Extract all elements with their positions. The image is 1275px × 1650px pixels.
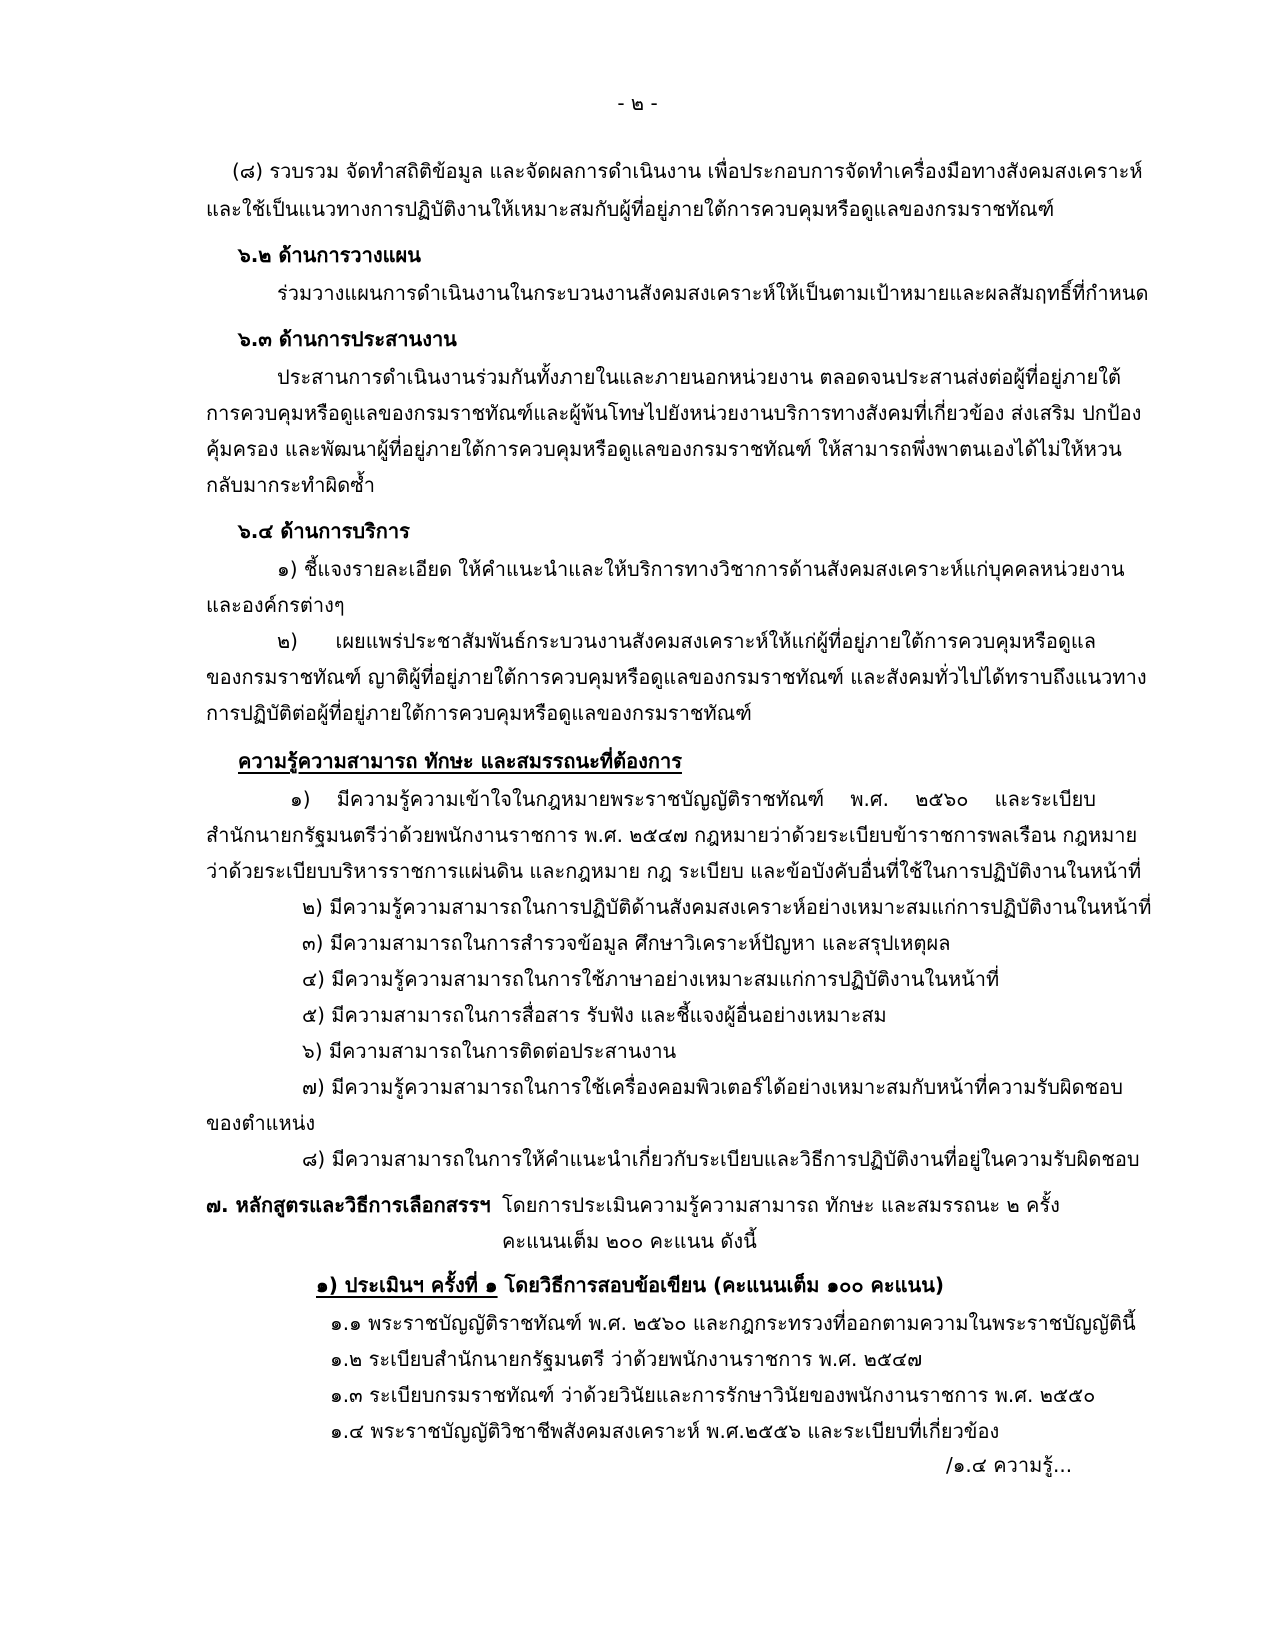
service-item2-line3: การปฏิบัติต่อผู้ที่อยู่ภายใต้การควบคุมหรือดูแลของกรมราชทัณฑ์	[206, 701, 752, 725]
item8-line2: และใช้เป็นแนวทางการปฏิบัติงานให้เหมาะสมกับผู้ที่อยู่ภายใต้การควบคุมหรือดูแลของกรมราชทัณฑ์	[206, 197, 1055, 221]
round1-label: ๑) ประเมินฯ ครั้งที่ ๑	[316, 1273, 498, 1297]
knowledge-item1-line3: ว่าด้วยระเบียบบริหารราชการแผ่นดิน และกฎหมาย กฎ ระเบียบ และข้อบังคับอื่นที่ใช้ในการปฏิบัติงานในหน้าที่	[206, 859, 1142, 883]
knowledge-item4: ๔) มีความรู้ความสามารถในการใช้ภาษาอย่างเหมาะสมแก่การปฏิบัติงานในหน้าที่	[302, 967, 1000, 991]
round1-heading	[316, 1270, 944, 1300]
section-6-3-heading: ๖.๓ ด้านการประสานงาน	[238, 327, 457, 351]
service-item1-line1: ๑) ชี้แจงรายละเอียด ให้คำแนะนำและให้บริการทางวิชาการด้านสังคมสงเคราะห์แก่บุคคลหน่วยงาน	[277, 557, 1125, 581]
section-6-4-heading: ๖.๔ ด้านการบริการ	[238, 519, 410, 543]
section-6-3-line2: การควบคุมหรือดูแลของกรมราชทัณฑ์และผู้พ้นโทษไปยังหน่วยงานบริการทางสังคมที่เกี่ยวข้อง ส่งเสริม ปกป้อง	[206, 401, 1142, 425]
knowledge-heading: ความรู้ความสามารถ ทักษะ และสมรรถนะที่ต้องการ	[238, 749, 682, 773]
knowledge-item1-line1: ๑) มีความรู้ความเข้าใจในกฎหมายพระราชบัญญัติราชทัณฑ์ พ.ศ. ๒๕๖๐ และระเบียบ	[290, 787, 1096, 811]
exam-subject-1-3: ๑.๓ ระเบียบกรมราชทัณฑ์ ว่าด้วยวินัยและการรักษาวินัยของพนักงานราชการ พ.ศ. ๒๕๕๐	[330, 1383, 1096, 1407]
exam-subject-1-4: ๑.๔ พระราชบัญญัติวิชาชีพสังคมสงเคราะห์ พ.ศ.๒๕๕๖ และระเบียบที่เกี่ยวข้อง	[330, 1419, 1000, 1443]
knowledge-item7-line2: ของตำแหน่ง	[206, 1111, 316, 1135]
section-7-desc-line2: คะแนนเต็ม ๒๐๐ คะแนน ดังนี้	[502, 1229, 757, 1253]
section-6-3-line3: คุ้มครอง และพัฒนาผู้ที่อยู่ภายใต้การควบคุมหรือดูแลของกรมราชทัณฑ์ ให้สามารถพึ่งพาตนเองได้ไม่ให้หวน	[206, 437, 1122, 461]
knowledge-item2: ๒) มีความรู้ความสามารถในการปฏิบัติด้านสังคมสงเคราะห์อย่างเหมาะสมแก่การปฏิบัติงานในหน้าที่	[302, 895, 1152, 919]
page-number: - ๒ -	[617, 91, 658, 115]
knowledge-item8: ๘) มีความสามารถในการให้คำแนะนำเกี่ยวกับระเบียบและวิธีการปฏิบัติงานที่อยู่ในความรับผิดชอบ	[302, 1147, 1140, 1171]
knowledge-item6: ๖) มีความสามารถในการติดต่อประสานงาน	[302, 1039, 677, 1063]
knowledge-item1-line2: สำนักนายกรัฐมนตรีว่าด้วยพนักงานราชการ พ.ศ. ๒๕๔๗ กฎหมายว่าด้วยระเบียบข้าราชการพลเรือน กฎหมาย	[206, 823, 1138, 847]
section-6-2-heading: ๖.๒ ด้านการวางแผน	[238, 243, 421, 267]
knowledge-item7-line1: ๗) มีความรู้ความสามารถในการใช้เครื่องคอมพิวเตอร์ได้อย่างเหมาะสมกับหน้าที่ความรับผิดชอบ	[302, 1075, 1123, 1099]
service-item1-line2: และองค์กรต่างๆ	[206, 593, 345, 617]
continuation-note: /๑.๔ ความรู้...	[946, 1453, 1073, 1477]
service-item2-line1: ๒) เผยแพร่ประชาสัมพันธ์กระบวนงานสังคมสงเคราะห์ให้แก่ผู้ที่อยู่ภายใต้การควบคุมหรือดูแล	[277, 629, 1096, 653]
exam-subject-1-1: ๑.๑ พระราชบัญญัติราชทัณฑ์ พ.ศ. ๒๕๖๐ และกฎกระทรวงที่ออกตามความในพระราชบัญญัตินี้	[330, 1311, 1136, 1335]
service-item2-line2: ของกรมราชทัณฑ์ ญาติผู้ที่อยู่ภายใต้การควบคุมหรือดูแลของกรมราชทัณฑ์ และสังคมทั่วไปได้ทราบถึงแนวทาง	[206, 665, 1147, 689]
knowledge-item5: ๕) มีความสามารถในการสื่อสาร รับฟัง และชี้แจงผู้อื่นอย่างเหมาะสม	[302, 1003, 887, 1027]
knowledge-item3: ๓) มีความสามารถในการสำรวจข้อมูล ศึกษาวิเคราะห์ปัญหา และสรุปเหตุผล	[302, 931, 951, 955]
section-7-desc-line1: โดยการประเมินความรู้ความสามารถ ทักษะ และสมรรถนะ ๒ ครั้ง	[502, 1193, 1060, 1217]
exam-subject-1-2: ๑.๒ ระเบียบสำนักนายกรัฐมนตรี ว่าด้วยพนักงานราชการ พ.ศ. ๒๕๔๗	[330, 1347, 923, 1371]
section-6-3-line4: กลับมากระทำผิดซ้ำ	[206, 473, 375, 497]
round1-method: โดยวิธีการสอบข้อเขียน (คะแนนเต็ม ๑๐๐ คะแนน)	[497, 1273, 945, 1297]
section-6-2-text: ร่วมวางแผนการดำเนินงานในกระบวนงานสังคมสงเคราะห์ให้เป็นตามเป้าหมายและผลสัมฤทธิ์ที่กำหนด	[277, 281, 1149, 305]
section-7-heading: ๗. หลักสูตรและวิธีการเลือกสรรฯ	[206, 1193, 491, 1217]
section-6-3-line1: ประสานการดำเนินงานร่วมกันทั้งภายในและภายนอกหน่วยงาน ตลอดจนประสานส่งต่อผู้ที่อยู่ภายใต้	[277, 365, 1121, 389]
item8-line1: (๘) รวบรวม จัดทำสถิติข้อมูล และจัดผลการดำเนินงาน เพื่อประกอบการจัดทำเครื่องมือทางสังคมสงเคราะห์	[232, 159, 1143, 183]
